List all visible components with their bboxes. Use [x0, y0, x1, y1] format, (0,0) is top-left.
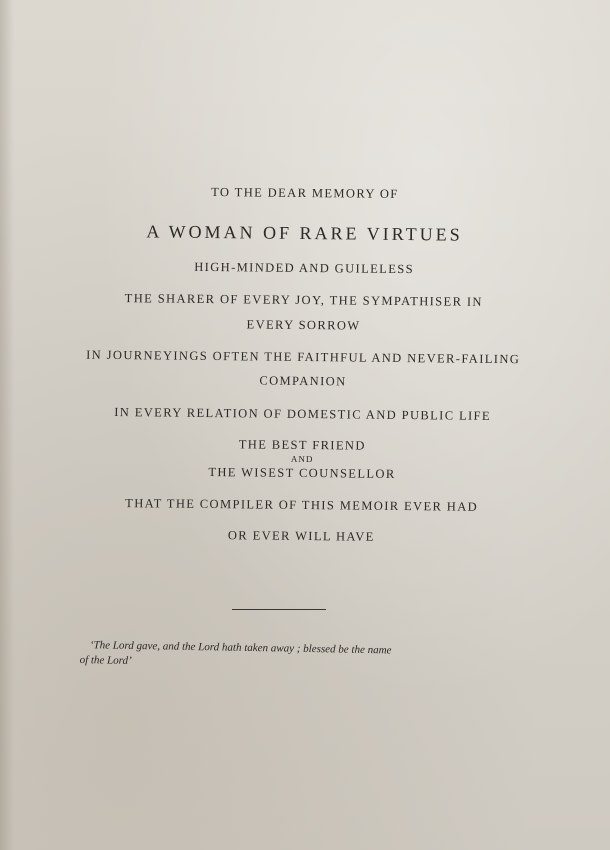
dedication-line-1: TO THE DEAR MEMORY OF	[211, 185, 399, 201]
dedication-line-8: IN EVERY RELATION OF DOMESTIC AND PUBLIC LIFE	[114, 405, 492, 423]
dedication-line-2: A WOMAN OF RARE VIRTUES	[146, 221, 463, 245]
dedication-line-12: THAT THE COMPILER OF THIS MEMOIR EVER HAD	[125, 496, 479, 514]
dedication-line-11: THE WISEST COUNSELLOR	[208, 465, 396, 481]
dedication-block	[0, 183, 610, 547]
dedication-line-4: THE SHARER OF EVERY JOY, THE SYMPATHISER IN	[124, 291, 483, 309]
quote-line-2: of the Lord’	[79, 653, 132, 667]
dedication-line-6: IN JOURNEYINGS OFTEN THE FAITHFUL AND NEVER-FAILING	[86, 347, 521, 367]
dedication-line-5: EVERY SORROW	[246, 317, 361, 333]
dedication-line-9: THE BEST FRIEND	[238, 437, 366, 453]
dedication-line-10: AND	[290, 453, 314, 465]
quote-line-1: ‘The Lord gave, and the Lord hath taken away ; blessed be the name	[89, 639, 392, 657]
dedication-line-7: COMPANION	[259, 373, 347, 389]
divider-rule	[232, 609, 326, 610]
scripture-quote	[79, 638, 499, 675]
dedication-line-13: OR EVER WILL HAVE	[227, 528, 375, 544]
dedication-line-3: HIGH-MINDED AND GUILELESS	[194, 259, 415, 277]
